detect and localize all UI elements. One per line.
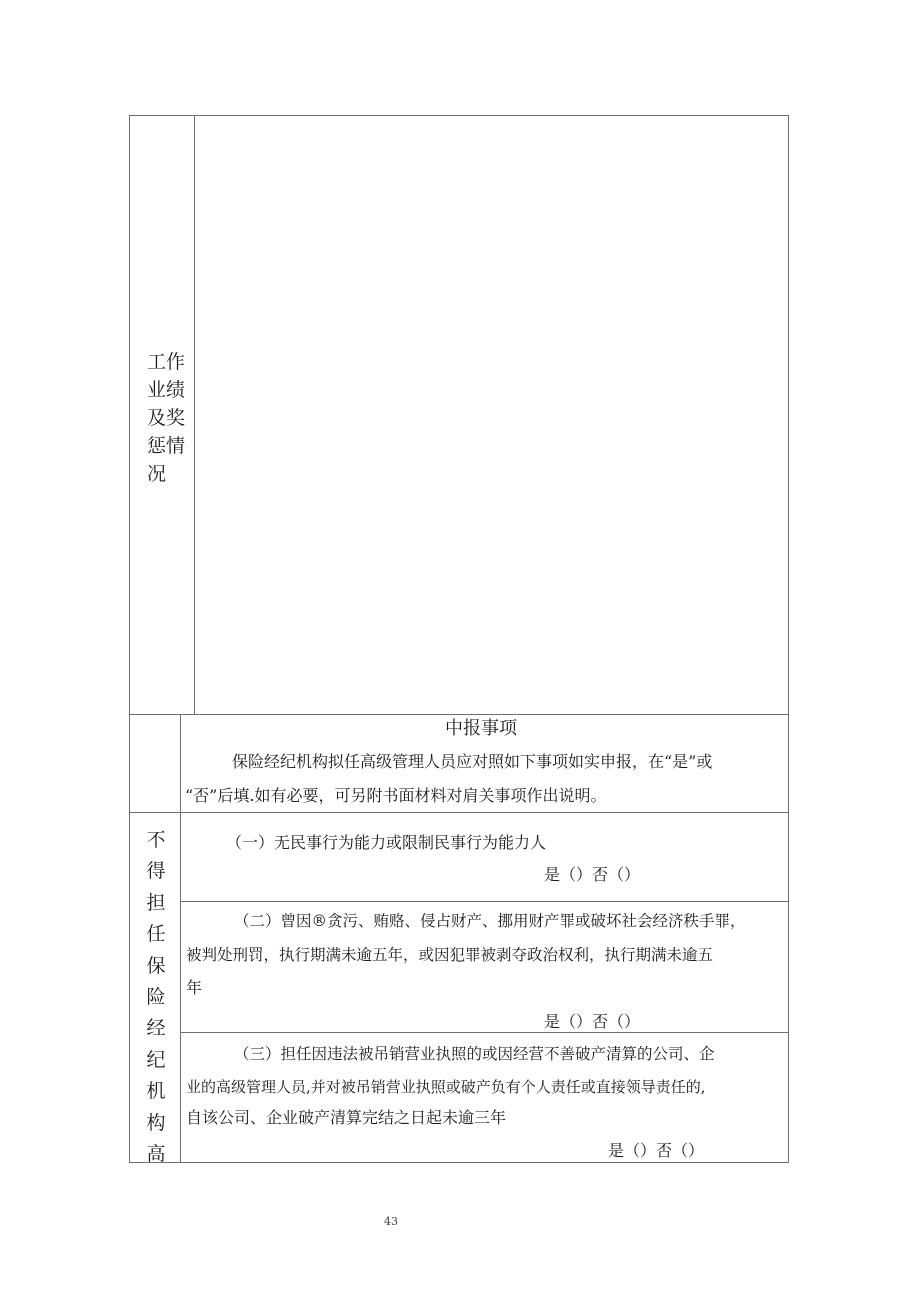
- item-3-answer[interactable]: 是（）否（）: [608, 1141, 705, 1160]
- item-3-text-line2: 业的高级管理人员,并对被吊销营业执照或破产负有个人责任或直接领导责任的,: [186, 1078, 706, 1096]
- declaration-heading: 中报事项: [445, 718, 517, 739]
- item-2-answer[interactable]: 是（）否（）: [544, 1012, 641, 1031]
- page-number: 43: [384, 1215, 398, 1228]
- side-label-char: 经: [146, 1017, 166, 1040]
- row-divider-item1: [180, 901, 789, 902]
- side-label-char: 任: [146, 923, 166, 946]
- side-label-char: 不: [146, 829, 166, 851]
- side-label-char: 机: [146, 1080, 166, 1103]
- work-achievements-label: 工作业绩及奖惩情况: [147, 351, 186, 485]
- side-label-char: 保: [146, 954, 166, 977]
- table-bottom-border: [129, 1162, 789, 1163]
- item-3-text-line3: 自该公司、企业破产清算完结之日起未逾三年: [186, 1108, 507, 1127]
- declaration-intro-line2: “否”后填.如有必要，可另附书面材料对肩关事项作出说明。: [185, 786, 607, 805]
- row-divider-work: [129, 714, 789, 715]
- row-divider-declaration: [129, 812, 789, 813]
- side-label-char: 担: [146, 891, 166, 914]
- item-1-text: （一）无民事行为能力或限制民事行为能力人: [226, 833, 547, 852]
- side-label-char: 险: [146, 985, 166, 1008]
- declaration-intro-line1: 保险经纪机构拟任高级管理人员应对照如下事项如实申报，在“是”或: [232, 752, 713, 771]
- side-label-char: 纪: [146, 1048, 166, 1071]
- table-left-border: [129, 115, 130, 1163]
- item-2-text-line1: （二）曾因®贪污、贿赂、侵占财产、挪用财产罪或破坏社会经济秩手罪，: [234, 912, 746, 930]
- work-achievements-content-area[interactable]: [195, 116, 788, 714]
- row-divider-item2: [180, 1032, 789, 1033]
- side-label-ineligible: [136, 825, 176, 1170]
- item-2-text-line2: 被判处刑罚，执行期满未逾五年，或因犯罪被剥夺政治权利，执行期满未逾五: [186, 946, 714, 964]
- side-label-char: 构: [146, 1111, 166, 1134]
- side-label-divider: [180, 714, 181, 1163]
- item-3-text-line1: （三）担任因违法被吊销营业执照的或因经营不善破产清算的公司、企: [234, 1045, 715, 1063]
- side-label-char: 得: [146, 860, 166, 883]
- item-1-answer[interactable]: 是（）否（）: [544, 865, 641, 884]
- table-right-border: [788, 115, 789, 1163]
- side-label-char: 高: [146, 1142, 166, 1165]
- item-2-text-line3: 年: [186, 978, 203, 997]
